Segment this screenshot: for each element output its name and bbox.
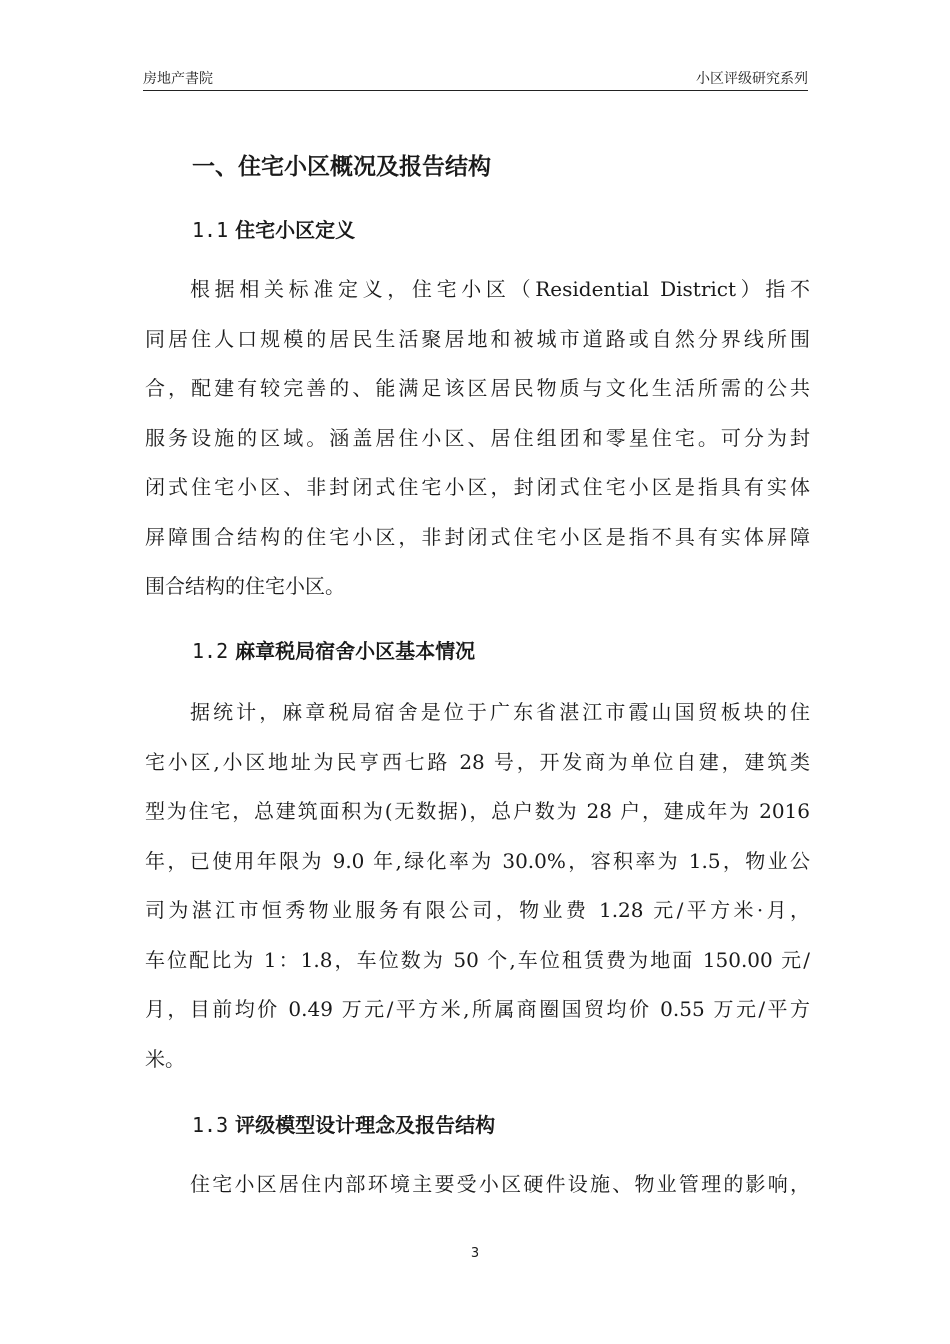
section-heading: 麻章税局宿舍小区基本情况 xyxy=(235,639,476,663)
section-number: 1.3 xyxy=(192,1113,229,1137)
paragraph-line: 同居住人口规模的居民生活聚居地和被城市道路或自然分界线所围 xyxy=(145,326,810,351)
paragraph-line: 米。 xyxy=(145,1046,185,1071)
paragraph-line: 屏障围合结构的住宅小区，非封闭式住宅小区是指不具有实体屏障 xyxy=(145,524,810,549)
chapter-title: 一、住宅小区概况及报告结构 xyxy=(192,154,491,180)
paragraph-line: 月，目前均价 0.49 万元/平方米,所属商圈国贸均价 0.55 万元/平方 xyxy=(145,997,810,1021)
section-heading: 评级模型设计理念及报告结构 xyxy=(235,1113,496,1137)
paragraph-line: 车位配比为 1：1.8，车位数为 50 个,车位租赁费为地面 150.00 元/ xyxy=(145,947,810,972)
paragraph-line: 宅小区,小区地址为民亨西七路 28 号，开发商为单位自建，建筑类 xyxy=(145,749,810,774)
paragraph-line: 闭式住宅小区、非封闭式住宅小区，封闭式住宅小区是指具有实体 xyxy=(145,475,810,499)
page-number: 3 xyxy=(470,1246,480,1261)
paragraph-line: 合，配建有较完善的、能满足该区居民物质与文化生活所需的公共 xyxy=(145,376,810,400)
section-number: 1.2 xyxy=(192,639,229,663)
section-title-1-2 xyxy=(192,635,475,664)
paragraph-definition xyxy=(145,265,810,612)
paragraph-line: 根据相关标准定义，住宅小区（Residential District）指不 xyxy=(190,277,810,301)
paragraph-line: 服务设施的区域。涵盖居住小区、居住组团和零星住宅。可分为封 xyxy=(145,425,810,450)
header-series: 小区评级研究系列 xyxy=(696,71,808,87)
paragraph-line: 年，已使用年限为 9.0 年,绿化率为 30.0%，容积率为 1.5，物业公 xyxy=(145,848,810,873)
paragraph-line: 住宅小区居住内部环境主要受小区硬件设施、物业管理的影响， xyxy=(190,1172,810,1196)
paragraph-line: 据统计，麻章税局宿舍是位于广东省湛江市霞山国贸板块的住 xyxy=(190,700,810,724)
section-number: 1.1 xyxy=(192,218,229,242)
paragraph-line: 司为湛江市恒秀物业服务有限公司，物业费 1.28 元/平方米·月， xyxy=(145,898,810,922)
page-header xyxy=(143,66,808,91)
section-title-1-3 xyxy=(192,1109,495,1138)
paragraph-model-design xyxy=(145,1160,810,1210)
paragraph-line: 围合结构的住宅小区。 xyxy=(145,574,345,598)
paragraph-basic-info xyxy=(145,688,810,1084)
header-publisher: 房地产書院 xyxy=(143,71,213,87)
section-heading: 住宅小区定义 xyxy=(235,218,356,242)
paragraph-line: 型为住宅，总建筑面积为(无数据)，总户数为 28 户，建成年为 2016 xyxy=(145,799,810,823)
section-title-1-1 xyxy=(192,214,355,243)
